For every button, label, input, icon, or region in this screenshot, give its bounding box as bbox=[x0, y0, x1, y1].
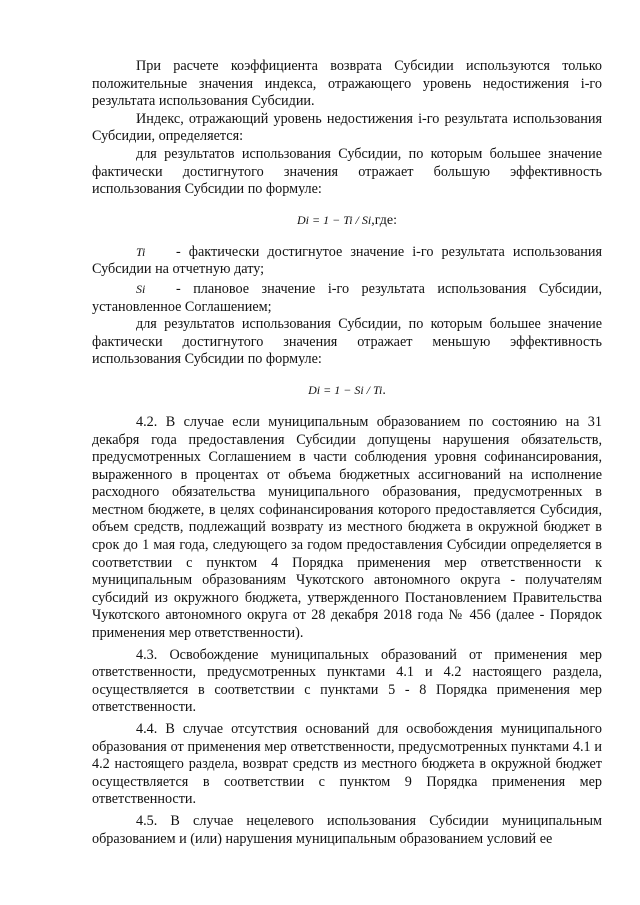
formula-two-tail: . bbox=[382, 382, 386, 398]
symbol-s: Si bbox=[136, 281, 146, 296]
definition-s-text: - плановое значение i-го результата использования Субсидии, установленное Соглашением; bbox=[92, 280, 602, 315]
formula-two bbox=[92, 381, 602, 400]
definition-s bbox=[92, 281, 602, 316]
definition-t bbox=[92, 244, 602, 279]
symbol-t: Ti bbox=[136, 244, 146, 259]
formula-two-expression: Di = 1 − Si / Ti bbox=[308, 382, 383, 397]
formula-one bbox=[92, 211, 602, 230]
paragraph-formula-intro-greater: для результатов использования Субсидии, по которым большее значение фактически достигнутого значения отражает большую эффективность использования Субсидии по формуле: bbox=[92, 145, 602, 198]
paragraph-positive-values: При расчете коэффициента возврата Субсидии используются только положительные значения индекса, отражающего уровень недостижения i-го результата использования Субсидии. bbox=[92, 58, 602, 110]
paragraph-formula-intro-greater-less: для результатов использования Субсидии, по которым большее значение фактически достигнутого значения отражает меньшую эффективность использования Субсидии по формуле: bbox=[92, 316, 602, 368]
paragraph-index-definition: Индекс, отражающий уровень недостижения i-го результата использования Субсидии, определяется: bbox=[92, 110, 602, 145]
paragraph-4-3: 4.3. Освобождение муниципальных образований от применения мер ответственности, предусмотренных пунктами 4.1 и 4.2 настоящего раздела, осуществляется в соответствии с пунктами 5 - 8 Порядка применения мер ответственности. bbox=[92, 646, 602, 716]
formula-one-expression: Di = 1 − Ti / Si bbox=[297, 212, 372, 227]
paragraph-4-4: 4.4. В случае отсутствия оснований для освобождения муниципального образования от применения мер ответственности, предусмотренных пунктами 4.1 и 4.2 настоящего раздела, возврат средств из местного бюджета в окружной бюджет осуществляется в соответствии с пунктом 9 Порядка применения мер ответственности. bbox=[92, 721, 602, 808]
document-body bbox=[92, 58, 602, 848]
definition-t-text: - фактически достигнутое значение i-го результата использования Субсидии на отчетную дату; bbox=[92, 243, 602, 278]
paragraph-4-5: 4.5. В случае нецелевого использования Субсидии муниципальным образованием и (или) нарушения муниципальным образованием условий ее bbox=[92, 812, 602, 847]
formula-one-tail: ,где: bbox=[371, 212, 397, 228]
paragraph-4-2: 4.2. В случае если муниципальным образованием по состоянию на 31 декабря года предоставления Субсидии допущены нарушения обязательств, предусмотренных Соглашением в части соблюдения уровня софинансирования, выраженного в процентах от объема бюджетных ассигнований на исполнение расходного обязательства муниципального образования, предусмотренных в местном бюджете, в целях софинансирования которого предоставляется Субсидия, объем средств, подлежащий возврату из местного бюджета в окружной бюджет в срок до 1 мая года, следующего за годом предоставления Субсидии определяется в соответствии с пунктом 4 Порядка применения мер ответственности к муниципальным образованиям Чукотского автономного округа - получателям субсидий из окружного бюджета, утвержденного Постановлением Правительства Чукотского автономного округа от 28 декабря 2018 года № 456 (далее - Порядок применения мер ответственности). bbox=[92, 413, 602, 642]
